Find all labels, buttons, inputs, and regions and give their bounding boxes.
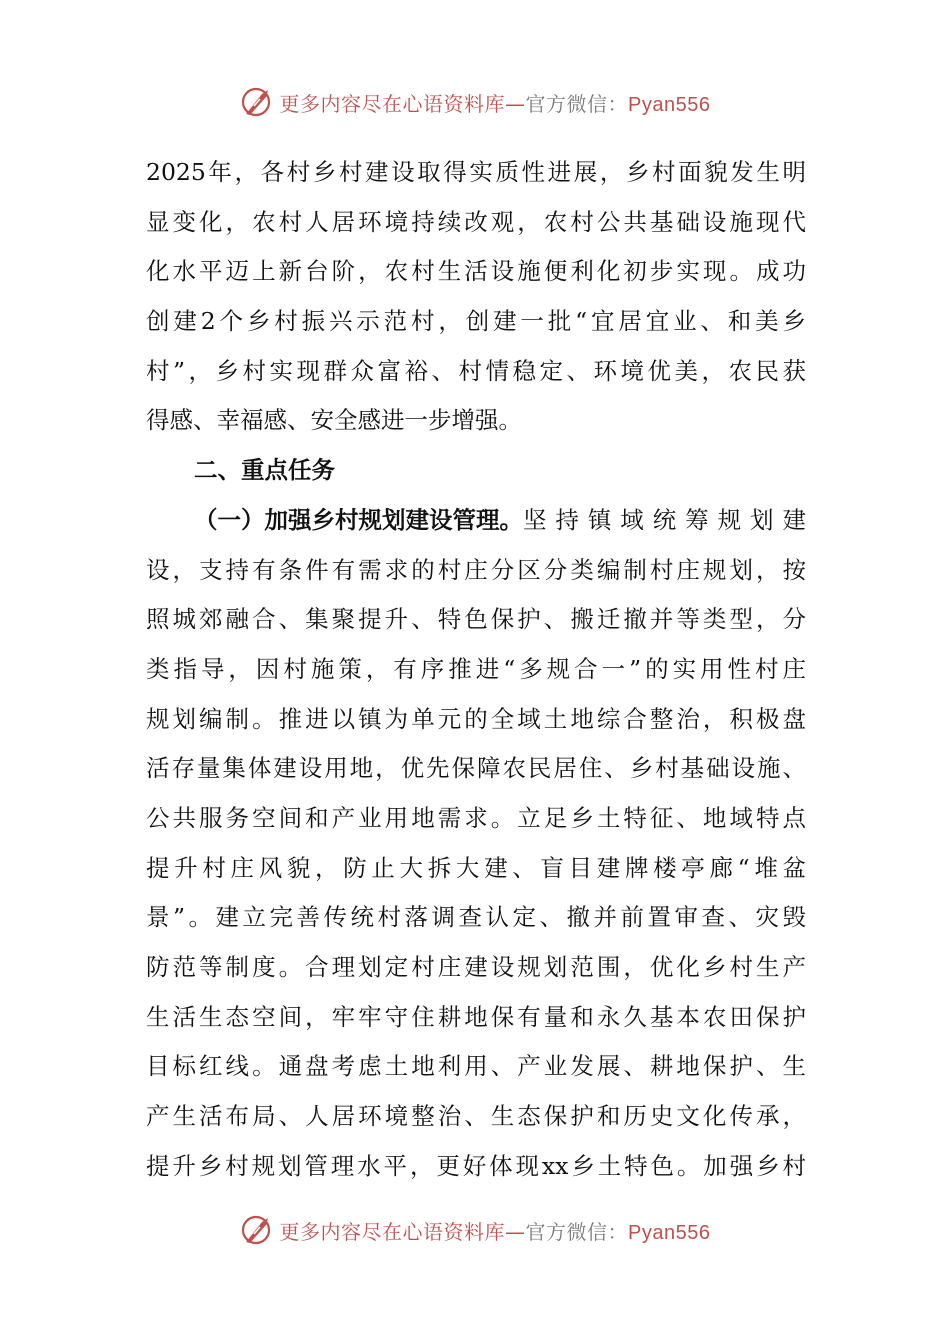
pen-logo-icon	[240, 84, 276, 120]
section-heading: 二、重点任务	[194, 456, 335, 485]
body-line: 景”。建立完善传统村落调查认定、撤并前置审查、灾毁	[146, 903, 806, 932]
body-line: 产生活布局、人居环境整治、生态保护和历史文化传承，	[146, 1102, 806, 1131]
pen-logo-icon	[240, 1212, 276, 1248]
body-line: 设，支持有条件有需求的村庄分区分类编制村庄规划，按	[146, 555, 806, 584]
body-line: 得感、幸福感、安全感进一步增强。	[146, 406, 522, 435]
body-line: 创建2个乡村振兴示范村，创建一批“宜居宜业、和美乡	[146, 307, 806, 336]
body-line: 村”，乡村实现群众富裕、村情稳定、环境优美，农民获	[146, 356, 806, 385]
body-line: 公共服务空间和产业用地需求。立足乡土特征、地域特点	[146, 803, 806, 832]
watermark-banner-top	[0, 82, 950, 122]
body-line: 显变化，农村人居环境持续改观，农村公共基础设施现代	[146, 207, 806, 236]
watermark-label: 官方微信：	[525, 1219, 629, 1244]
body-line: 防范等制度。合理划定村庄建设规划范围，优化乡村生产	[146, 953, 806, 981]
body-line: 活存量集体建设用地，优先保障农民居住、乡村基础设施、	[146, 754, 806, 783]
body-line: 2025年，各村乡村建设取得实质性进展，乡村面貌发生明	[146, 158, 806, 186]
watermark-label: 官方微信：	[525, 91, 629, 116]
watermark-banner-bottom	[0, 1210, 950, 1250]
body-line: 规划编制。推进以镇为单元的全域土地综合整治，积极盘	[146, 704, 806, 733]
body-line: 化水平迈上新台阶，农村生活设施便利化初步实现。成功	[146, 257, 806, 286]
body-line: 提升乡村规划管理水平，更好体现xx乡土特色。加强乡村	[146, 1151, 806, 1180]
watermark-text	[280, 88, 711, 117]
body-line: 生活生态空间，牢牢守住耕地保有量和永久基本农田保护	[146, 1002, 806, 1031]
body-line-start: 坚持镇域统筹规划建	[523, 505, 806, 534]
watermark-text	[280, 1216, 711, 1245]
body-line: 照城郊融合、集聚提升、特色保护、搬迁撤并等类型，分	[146, 605, 806, 634]
body-line: 类指导，因村施策，有序推进“多规合一”的实用性村庄	[146, 654, 806, 683]
watermark-wechat-id: Pyan556	[628, 1221, 711, 1244]
subsection-first-line	[146, 496, 806, 546]
watermark-wechat-id: Pyan556	[628, 93, 711, 116]
body-line: 目标红线。通盘考虑土地利用、产业发展、耕地保护、生	[146, 1052, 806, 1081]
watermark-site: 更多内容尽在心语资料库	[279, 91, 506, 116]
watermark-dash: —	[505, 91, 526, 116]
watermark-dash: —	[505, 1219, 526, 1244]
subsection-heading: （一）加强乡村规划建设管理。	[194, 505, 523, 534]
body-line: 提升村庄风貌，防止大拆大建、盲目建牌楼亭廊“堆盆	[146, 853, 806, 882]
watermark-site: 更多内容尽在心语资料库	[279, 1219, 506, 1244]
document-body	[146, 148, 806, 1191]
